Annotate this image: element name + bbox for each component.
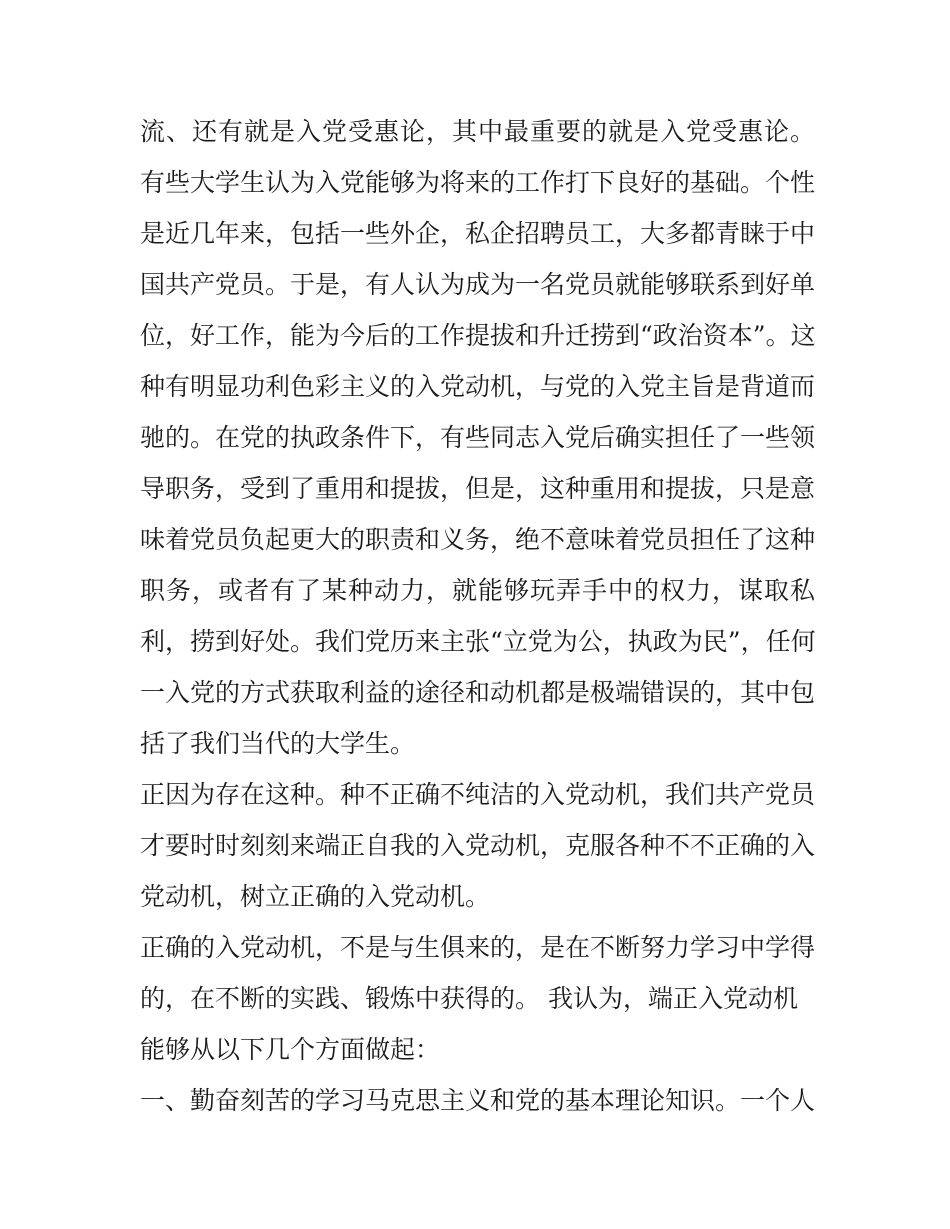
text-line: 党动机，树立正确的入党动机。 bbox=[140, 882, 491, 911]
text-line: 有些大学生认为入党能够为将来的工作打下良好的基础。个性 bbox=[140, 168, 816, 197]
text-line: 利，捞到好处。我们党历来主张“立党为公，执政为民”，任何 bbox=[140, 627, 816, 656]
text-line: 味着党员负起更大的职责和义务，绝不意味着党员担任了这种 bbox=[140, 525, 816, 554]
text-line: 种有明显功利色彩主义的入党动机，与党的入党主旨是背道而 bbox=[140, 372, 816, 401]
text-line: 导职务，受到了重用和提拔，但是，这种重用和提拔，只是意 bbox=[140, 474, 816, 503]
text-line: 一入党的方式获取利益的途径和动机都是极端错误的，其中包 bbox=[140, 678, 816, 707]
text-line: 一、勤奋刻苦的学习马克思主义和党的基本理论知识。一个人 bbox=[140, 1086, 816, 1115]
text-line: 国共产党员。于是，有人认为成为一名党员就能够联系到好单 bbox=[140, 270, 816, 299]
text-line: 职务，或者有了某种动力，就能够玩弄手中的权力，谋取私 bbox=[140, 576, 815, 605]
text-line: 的，在不断的实践、锻炼中获得的。 我认为，端正入党动机 bbox=[140, 984, 798, 1013]
text-line: 括了我们当代的大学生。 bbox=[140, 729, 416, 758]
text-line: 位，好工作，能为今后的工作提拔和升迁捞到“政治资本”。这 bbox=[140, 321, 816, 350]
text-line: 正确的入党动机，不是与生俱来的，是在不断努力学习中学得 bbox=[140, 933, 816, 962]
text-line: 流、还有就是入党受惠论，其中最重要的就是入党受惠论。 bbox=[140, 117, 815, 146]
text-line: 驰的。在党的执政条件下，有些同志入党后确实担任了一些领 bbox=[140, 423, 816, 452]
text-line: 能够从以下几个方面做起： bbox=[140, 1035, 441, 1064]
text-line: 是近几年来，包括一些外企，私企招聘员工，大多都青睐于中 bbox=[140, 219, 816, 248]
text-line: 正因为存在这种。种不正确不纯洁的入党动机，我们共产党员 bbox=[140, 780, 816, 809]
document-body bbox=[140, 106, 815, 1126]
text-line: 才要时时刻刻来端正自我的入党动机，克服各种不不正确的入 bbox=[140, 831, 816, 860]
